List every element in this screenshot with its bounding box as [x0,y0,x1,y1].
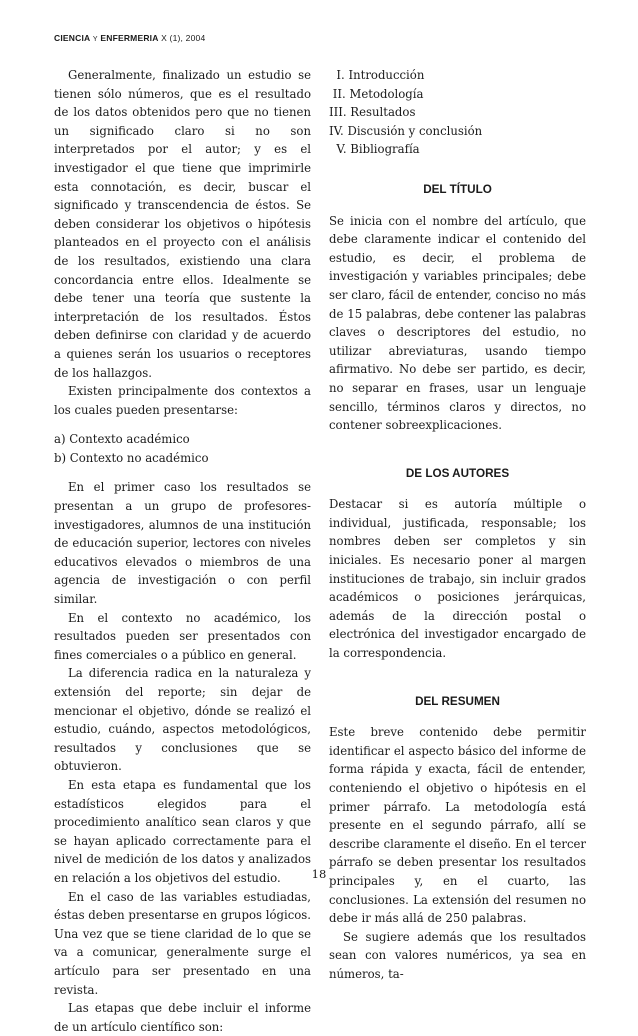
running-header [54,33,205,43]
journal-name-2: ENFERMERIA [100,33,159,43]
paragraph: Se sugiere además que los resultados sean con valores numéricos, ya sea en números, ta- [329,929,586,981]
section-list [329,66,586,159]
paragraph: Existen principalmente dos contextos a los cuales pueden presentarse: [54,384,311,417]
paragraph: Generalmente, finalizado un estudio se tienen sólo números, que es el resultado de los datos obtenidos pero que no tienen un significado claro si no son interpretados por el autor; y es el investigador el que tiene que imprimirle esta connotación, es decir, buscar el significado y transcendencia de éstos. Se deben considerar los objetivos o hipótesis planteados en el proyecto con el análisis de los resultados, existiendo una clara concordancia entre ellos. Idealmente se debe tener una teoría que sustente la interpretación de los resultados. Éstos deben definirse con claridad y de acuerdo a quienes serán los usuarios o receptores de los hallazgos. [54,68,311,380]
section-heading-authors: DE LOS AUTORES [405,466,510,480]
left-column [54,66,311,1036]
paragraph: En el primer caso los resultados se presentan a un grupo de profesores-investigadores, alumnos de una institución de educación superior, lectores con niveles educativos elevados o miembros de una agencia de investigación o con perfil similar. [54,480,311,607]
section-list-item: I. Introducción [329,68,425,82]
paragraph: En el caso de las variables estudiadas, éstas deben presentarse en grupos lógicos. Una vez que se tiene claridad de lo que se va a comunicar, generalmente surge el artículo para ser presentado en una revista. [54,889,311,997]
paragraph: La diferencia radica en la naturaleza y extensión del reporte; sin dejar de mencionar el objetivo, dónde se realizó el estudio, cuándo, aspectos metodológicos, resultados y conclusiones que se obtuvieron. [54,666,311,774]
section-heading-title: DEL TÍTULO [423,182,492,196]
list-item: a) Contexto académico [54,432,190,447]
paragraph: En esta etapa es fundamental que los estadísticos elegidos para el procedimiento analítico sean claros y que se hayan aplicado correctamente para el nivel de medición de los datos y analizados en relación a los objetivos del estudio. [54,777,311,885]
section-list-item: IV. Discusión y conclusión [329,123,483,138]
journal-name: CIENCIA [54,33,91,43]
paragraph: En el contexto no académico, los resultados pueden ser presentados con fines comerciales o a público en general. [54,610,311,662]
right-column [329,66,586,984]
journal-conjunction: Y [92,36,98,43]
section-heading-abstract: DEL RESUMEN [415,694,500,708]
paragraph: Este breve contenido debe permitir identificar el aspecto básico del informe de forma rápida y exacta, fácil de entender, conteniendo el objetivo o hipótesis en el primer párrafo. La metodología está presente en el segundo párrafo, allí se describe claramente el diseño. En el tercer párrafo se deben presentar los resultados principales y, en el cuarto, las conclusiones. La extensión del resumen no debe ir más allá de 250 palabras. [329,725,586,926]
section-list-item: V. Bibliografía [329,142,420,157]
paragraph: Destacar si es autoría múltiple o individual, justificada, responsable; los nombres deben ser completos y sin iniciales. Es necesario poner al margen instituciones de trabajo, sin incluir grados académicos o posiciones jerárquicas, además de la dirección postal o electrónica del investigador encargado de la correspondencia. [329,497,586,661]
list-item: b) Contexto no académico [54,450,209,465]
paragraph: Las etapas que debe incluir el informe de un artículo científico son: [54,1001,311,1034]
section-list-item: III. Resultados [329,105,416,120]
page-number: 18 [311,867,327,881]
journal-issue: X (1), 2004 [158,33,206,43]
paragraph: Se inicia con el nombre del artículo, que debe claramente indicar el contenido del estudio, es decir, el problema de investigación y variables principales; debe ser claro, fácil de entender, conciso no más de 15 palabras, debe contener las palabras claves o descriptores del estudio, no utilizar abreviaturas, usando tiempo afirmativo. No debe ser partido, es decir, no separar en frases, usar un lenguaje sencillo, términos claros y directos, no contener sobreexplicaciones. [329,213,586,433]
section-list-item: II. Metodología [329,86,424,101]
